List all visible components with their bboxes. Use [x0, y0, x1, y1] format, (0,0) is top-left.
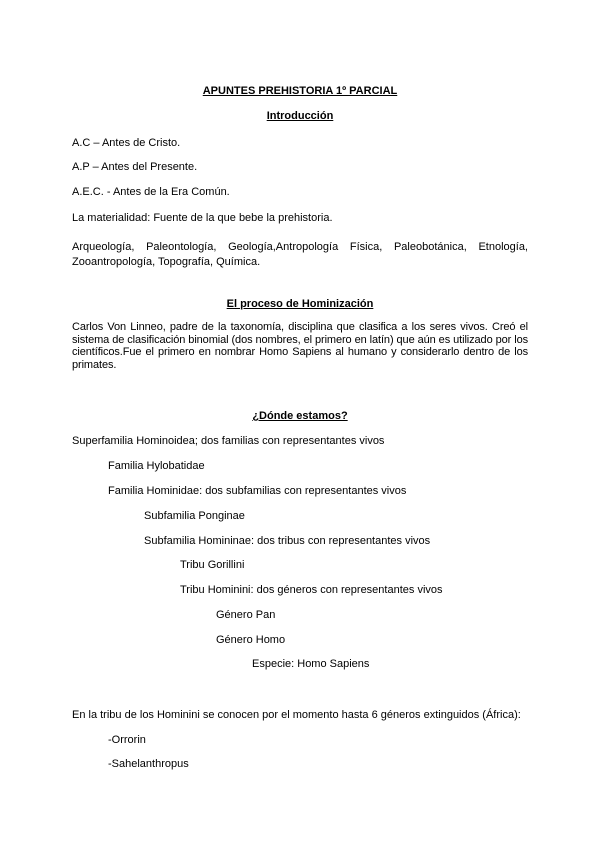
disciplines-list: Arqueología, Paleontología, Geología,Antropología Física, Paleobotánica, Etnología, Zooantropología, Topografía, Química.	[72, 241, 528, 268]
tree-superfamilia: Superfamilia Hominoidea; dos familias con representantes vivos	[72, 435, 385, 447]
intro-heading: Introducción	[266, 110, 334, 122]
hominizacion-heading: El proceso de Hominización	[226, 298, 374, 310]
intro-line-ap: A.P – Antes del Presente.	[72, 161, 198, 173]
intro-line-materialidad: La materialidad: Fuente de la que bebe la prehistoria.	[72, 212, 333, 224]
linneo-paragraph: Carlos Von Linneo, padre de la taxonomía, disciplina que clasifica a los seres vivos. Creó el sistema de clasificación binomial (dos nombres, el primero en latín) que aún es utilizado por los científicos.Fue el primero en nombrar Homo Sapiens al humano y considerarlo dentro de los primates.	[72, 321, 528, 371]
tree-genero-homo: Género Homo	[216, 634, 286, 646]
tree-tribu-hominini: Tribu Hominini: dos géneros con representantes vivos	[180, 584, 443, 596]
tree-subfamilia-ponginae: Subfamilia Ponginae	[144, 510, 245, 522]
tree-familia-hominidae: Familia Hominidae: dos subfamilias con representantes vivos	[108, 485, 407, 497]
extinct-genus-orrorin: -Orrorin	[108, 734, 146, 746]
tree-especie: Especie: Homo Sapiens	[252, 658, 370, 670]
donde-heading: ¿Dónde estamos?	[252, 410, 348, 422]
extinct-genus-sahelanthropus: -Sahelanthropus	[108, 758, 189, 770]
extinct-intro: En la tribu de los Hominini se conocen por el momento hasta 6 géneros extinguidos (África):	[72, 709, 521, 721]
tree-familia-hylobatidae: Familia Hylobatidae	[108, 460, 205, 472]
document-title: APUNTES PREHISTORIA 1º PARCIAL	[202, 85, 398, 97]
tree-genero-pan: Género Pan	[216, 609, 276, 621]
intro-line-aec: A.E.C. - Antes de la Era Común.	[72, 186, 230, 198]
tree-subfamilia-homininae: Subfamilia Homininae: dos tribus con representantes vivos	[144, 535, 431, 547]
tree-tribu-gorillini: Tribu Gorillini	[180, 559, 245, 571]
intro-line-ac: A.C – Antes de Cristo.	[72, 137, 181, 149]
